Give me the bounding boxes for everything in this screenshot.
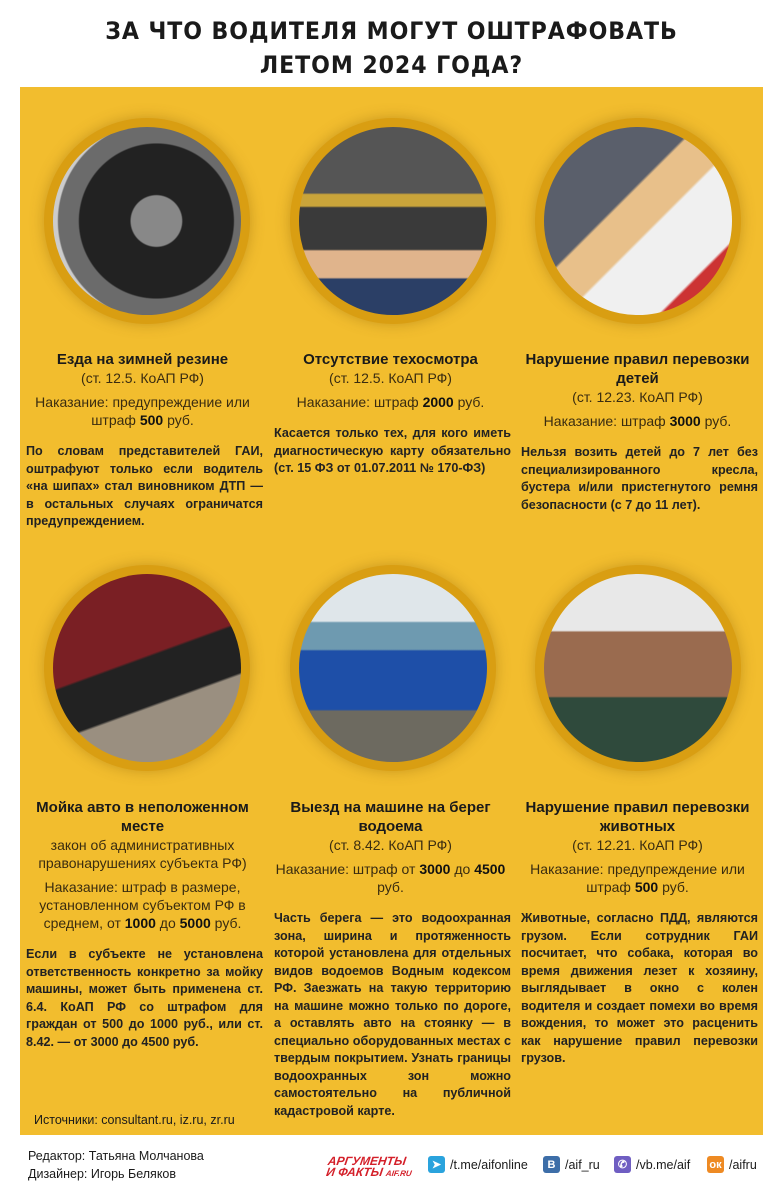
law-reference: (ст. 12.5. КоАП РФ) <box>329 370 452 386</box>
photo-frame <box>290 565 496 771</box>
penalty-segment: руб. <box>377 879 404 895</box>
photo-frame <box>44 565 250 771</box>
photo-frame <box>290 118 496 324</box>
dog-in-car-photo <box>544 574 732 762</box>
penalty-segment: руб. <box>658 879 689 895</box>
law-reference: (ст. 12.5. КоАП РФ) <box>81 370 204 386</box>
social-link-label: /vb.me/aif <box>636 1157 691 1172</box>
law-reference: (ст. 12.21. КоАП РФ) <box>572 837 703 853</box>
fine-title: Нарушение правил перевозки животных <box>525 799 750 835</box>
law-reference: закон об административных правонарушениях субъекта РФ) <box>38 837 247 871</box>
designer-credit: Дизайнер: Игорь Беляков <box>28 1167 177 1181</box>
penalty-segment: Наказание: штраф <box>543 413 670 429</box>
odnoklassniki-icon: ок <box>707 1156 724 1173</box>
logo-line-2: И ФАКТЫ <box>325 1165 384 1179</box>
winter-tire-photo <box>53 127 241 315</box>
penalty <box>268 860 513 896</box>
photo-frame <box>44 118 250 324</box>
car-on-shore-photo <box>299 574 487 762</box>
fine-title: Езда на зимней резине <box>56 351 229 368</box>
child-at-wheel-photo <box>544 127 732 315</box>
penalty <box>20 393 265 429</box>
fine-title: Мойка авто в неположенном месте <box>36 799 249 835</box>
penalty <box>515 860 760 896</box>
penalty-segment: 500 <box>634 879 659 895</box>
penalty <box>20 878 265 932</box>
social-link[interactable] <box>543 1156 600 1173</box>
mechanic-under-car-photo <box>299 127 487 315</box>
sources: Источники: consultant.ru, iz.ru, zr.ru <box>34 1113 235 1127</box>
penalty-segment: Наказание: штраф от <box>275 861 420 877</box>
photo-frame <box>535 565 741 771</box>
penalty-segment: Наказание: штраф <box>296 394 423 410</box>
fine-title: Отсутствие техосмотра <box>303 351 478 368</box>
fine-title: Выезд на машине на берег водоема <box>290 799 491 835</box>
logo-line-1: АРГУМЕНТЫ <box>326 1154 408 1168</box>
penalty-segment: руб. <box>163 412 194 428</box>
penalty <box>515 412 760 430</box>
fine-description: По словам представителей ГАИ, оштрафуют только если водитель «на шипах» стал виновником ДТП — в остальных случаях ограничатся предупреждением. <box>26 444 263 528</box>
fine-description: Касается только тех, для кого иметь диагностическую карту обязательно (ст. 15 ФЗ от 01.07.2011 № 170-ФЗ) <box>274 426 511 475</box>
fine-description: Животные, согласно ПДД, являются грузом. Если сотрудник ГАИ посчитает, что собака, которая во время движения лезет к хозяину, выглядывает в окно с колен водителя и создает помехи во время вождения, то может это расценить как нарушение правил перевозки грузов. <box>521 911 758 1065</box>
penalty-segment: 2000 <box>422 394 454 410</box>
editor-credit: Редактор: Татьяна Молчанова <box>28 1149 204 1163</box>
penalty-segment: 5000 <box>179 915 211 931</box>
fine-card <box>20 798 265 1051</box>
fine-description: Нельзя возить детей до 7 лет без специализированного кресла, бустера и/или пристегнутого ремня безопасности (с 7 до 11 лет). <box>521 445 758 512</box>
penalty-segment: Наказание: штраф в размере, установленном субъектом РФ в среднем, от <box>39 879 246 931</box>
car-wash-photo <box>53 574 241 762</box>
penalty-segment: руб. <box>700 413 732 429</box>
logo-site: AIF.RU <box>385 1169 413 1178</box>
fine-description: Часть берега — это водоохранная зона, ширина и протяженность которой установлена для отдельных видов водоемов Водным кодексом РФ. Заезжать на такую территорию на машине можно только по дороге, а оставлять авто на стоянку — в специально оборудованных местах с твердым покрытием. Узнать границы водоохранных зон можно самостоятельно на публичной кадастровой карте. <box>274 911 511 1118</box>
photo-frame <box>535 118 741 324</box>
penalty-segment: 3000 <box>669 413 701 429</box>
penalty-segment: 500 <box>139 412 164 428</box>
title-line-1: ЗА ЧТО ВОДИТЕЛЯ МОГУТ ОШТРАФОВАТЬ <box>105 17 678 45</box>
fine-card <box>515 798 760 1068</box>
viber-icon: ✆ <box>614 1156 631 1173</box>
social-link[interactable] <box>428 1156 528 1173</box>
aif-logo[interactable] <box>325 1156 414 1179</box>
penalty-segment: Наказание: предупреждение или штраф <box>530 861 745 895</box>
social-link[interactable] <box>707 1156 757 1173</box>
fine-card <box>20 350 265 531</box>
page-title <box>31 14 751 82</box>
penalty-segment: 1000 <box>124 915 156 931</box>
penalty-segment: руб. <box>210 915 242 931</box>
penalty-segment: 3000 <box>419 861 451 877</box>
law-reference: (ст. 8.42. КоАП РФ) <box>329 837 452 853</box>
title-line-2: ЛЕТОМ 2024 ГОДА? <box>259 51 524 79</box>
penalty-segment: 4500 <box>474 861 506 877</box>
penalty <box>268 393 513 411</box>
law-reference: (ст. 12.23. КоАП РФ) <box>572 389 703 405</box>
fine-card <box>515 350 760 514</box>
credits <box>28 1147 204 1183</box>
social-link-label: /t.me/aifonline <box>450 1157 528 1172</box>
penalty-segment: руб. <box>453 394 485 410</box>
penalty-segment: до <box>450 861 475 877</box>
penalty-segment: до <box>155 915 180 931</box>
vk-icon: В <box>543 1156 560 1173</box>
fine-description: Если в субъекте не установлена ответственность конкретно за мойку машины, может быть применена ст. 6.4. КоАП РФ со штрафом для граждан от 500 до 1000 руб., или ст. 8.42. — от 3000 до 4500 руб. <box>26 947 263 1049</box>
telegram-icon: ➤ <box>428 1156 445 1173</box>
social-link[interactable] <box>614 1156 690 1173</box>
fine-card <box>268 350 513 478</box>
social-link-label: /aifru <box>729 1157 757 1172</box>
penalty-segment: Наказание: предупреждение или штраф <box>35 394 250 428</box>
social-link-label: /aif_ru <box>565 1157 600 1172</box>
fine-title: Нарушение правил перевозки детей <box>525 351 750 387</box>
fine-card <box>268 798 513 1120</box>
